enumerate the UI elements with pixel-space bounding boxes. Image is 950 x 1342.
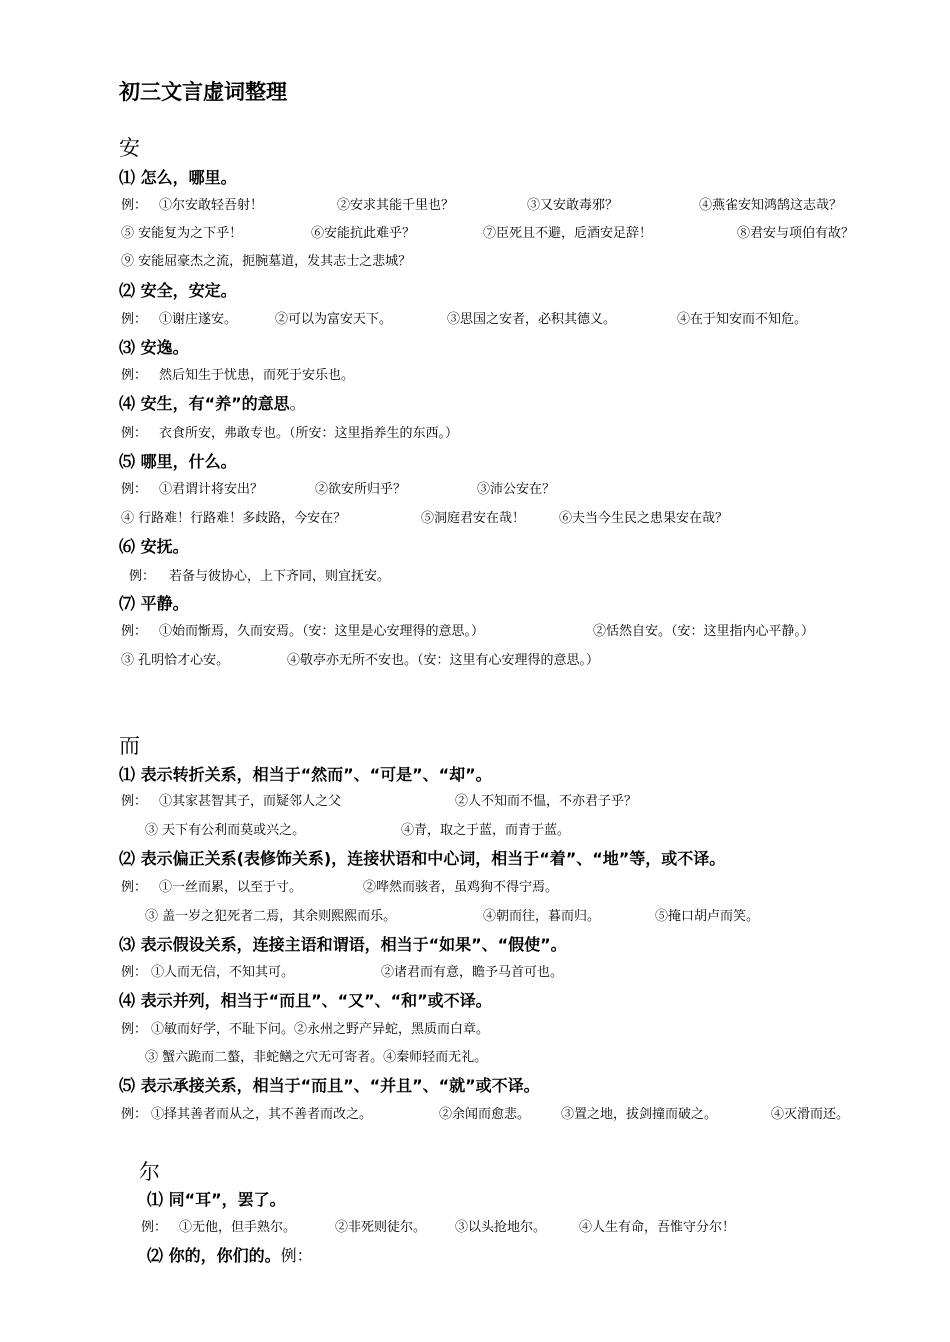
sense-heading: ⑷ 表示并列，相当于“而且”、“又”、“和”或不译。 <box>119 991 492 1010</box>
example-prefix: 例： <box>121 1107 148 1122</box>
example-text: ③ 盖一岁之犯死者二焉，其余则熙熙而乐。 <box>145 909 397 924</box>
example-text: ②欲安所归乎？ <box>315 482 407 497</box>
example-text: ④在于知安而不知危。 <box>677 312 808 327</box>
example-text: ⑥夫当今生民之患果安在哉？ <box>559 511 729 526</box>
example-text: ③置之地，拔剑撞而破之。 <box>561 1107 718 1122</box>
example-text: ②哗然而骇者，虽鸡狗不得宁焉。 <box>363 880 559 895</box>
entry-word-er: 而 <box>119 734 140 758</box>
example-prefix: 例： <box>129 569 156 584</box>
example-text: ③又安敢毒邪？ <box>527 198 619 213</box>
example-text: ①敏而好学，不耻下问。②永州之野产异蛇，黑质而白章。 <box>151 1022 490 1037</box>
example-prefix: 例： <box>280 1246 313 1265</box>
example-text: ④人生有命，吾惟守分尔！ <box>579 1220 736 1235</box>
example-text: ②非死则徒尔。 <box>335 1220 427 1235</box>
example-line <box>121 507 728 526</box>
example-line <box>121 250 411 269</box>
example-line <box>121 649 599 668</box>
example-text: ④燕雀安知鸿鹄这志哉？ <box>699 198 843 213</box>
example-text: ①谢庄遂安。 <box>159 312 238 327</box>
example-line <box>121 1103 849 1122</box>
example-text: ④敬亭亦无所不安也。（安：这里有心安理得的意思。） <box>287 653 600 668</box>
example-line <box>121 222 854 241</box>
example-text: ②人不知而不愠，不亦君子乎？ <box>455 794 638 809</box>
example-prefix: 例： <box>121 965 148 980</box>
example-text: ①一丝而累，以至于寸。 <box>159 880 303 895</box>
example-text: ①其家甚智其子，而疑邻人之父 <box>159 794 342 809</box>
sense-heading: ⑶ 表示假设关系，连接主语和谓语，相当于“如果”、“假使”。 <box>119 935 567 954</box>
example-text: ③思国之安者，必积其德义。 <box>447 312 617 327</box>
example-text: ③ 天下有公利而莫或兴之。 <box>145 823 306 838</box>
example-line <box>121 961 563 980</box>
example-text: ③ 孔明恰才心安。 <box>121 653 230 668</box>
sense-heading-punct: 。 <box>289 394 306 413</box>
example-line <box>121 876 558 895</box>
example-prefix: 例： <box>121 312 148 327</box>
example-text: ⑥安能抗此难乎？ <box>311 226 416 241</box>
example-text: ①无他，但手熟尔。 <box>179 1220 297 1235</box>
example-text: ④青，取之于蓝，而青于蓝。 <box>401 823 571 838</box>
example-line <box>121 194 842 213</box>
example-prefix: 例： <box>121 794 148 809</box>
example-text: ③ 蟹六跪而二螯，非蛇鳝之穴无可寄者。④秦师轻而无礼。 <box>145 1050 488 1065</box>
example-text: 衣食所安，弗敢专也。（所安：这里指养生的东西。） <box>159 426 459 441</box>
example-line <box>121 364 354 383</box>
example-prefix: 例： <box>121 1022 148 1037</box>
example-text: ⑦臣死且不避，卮酒安足辞！ <box>483 226 653 241</box>
sense-heading <box>119 391 306 414</box>
sense-heading: ⑴ 同“耳”，罢了。 <box>147 1190 286 1209</box>
example-text: ⑤ 安能复为之下乎！ <box>121 226 243 241</box>
example-text: ⑤掩口胡卢而笑。 <box>655 909 760 924</box>
entry-word-an: 安 <box>119 136 140 160</box>
example-line <box>121 790 637 809</box>
example-text: ③以头抢地尔。 <box>455 1220 547 1235</box>
example-prefix: 例： <box>121 426 148 441</box>
example-text: ①尔安敢轻吾射！ <box>159 198 264 213</box>
example-line <box>121 478 555 497</box>
example-line <box>145 819 570 838</box>
example-line <box>145 1046 487 1065</box>
example-text: ①人而无信，不知其可。 <box>151 965 295 980</box>
example-line <box>121 1018 489 1037</box>
example-prefix: 例： <box>121 624 148 639</box>
sense-heading: ⑵ 表示偏正关系(表修饰关系)，连接状语和中心词，相当于“着”、“地”等，或不译。 <box>119 849 726 868</box>
example-text: ②恬然自安。（安：这里指内心平静。） <box>593 624 815 639</box>
example-text: ③沛公安在？ <box>477 482 556 497</box>
example-text: ①择其善者而从之，其不善者而改之。 <box>151 1107 373 1122</box>
example-prefix: 例： <box>121 880 148 895</box>
sense-heading: ⑴ 表示转折关系，相当于“然而”、“可是”、“却”。 <box>119 765 492 784</box>
sense-heading: ⑸ 表示承接关系，相当于“而且”、“并且”、“就”或不译。 <box>119 1076 540 1095</box>
example-text: ②可以为富安天下。 <box>275 312 393 327</box>
document-title: 初三文言虚词整理 <box>119 80 287 104</box>
example-text: ①君谓计将安出？ <box>159 482 264 497</box>
example-text: ⑨ 安能屈豪杰之流，扼腕墓道，发其志士之悲城？ <box>121 254 412 269</box>
sense-heading: ⑵ 安全，安定。 <box>119 281 237 300</box>
example-prefix: 例： <box>121 368 148 383</box>
sense-heading-text: ⑷ 安生，有“养”的意思 <box>119 394 290 413</box>
example-line <box>121 422 458 441</box>
example-line <box>121 308 807 327</box>
example-text: 若备与彼协心，上下齐同，则宜抚安。 <box>169 569 391 584</box>
example-text: ④ 行路难！行路难！多歧路，今安在？ <box>121 511 347 526</box>
example-text: 然后知生于忧患，而死于安乐也。 <box>159 368 355 383</box>
example-line <box>129 565 390 584</box>
sense-heading: ⑺ 平静。 <box>119 594 189 613</box>
sense-heading <box>147 1243 313 1266</box>
example-line <box>141 1216 735 1235</box>
example-text: ②安求其能千里也？ <box>337 198 455 213</box>
sense-heading: ⑹ 安抚。 <box>119 537 189 556</box>
example-text: ⑧君安与项伯有故？ <box>737 226 855 241</box>
entry-word-er2: 尔 <box>139 1160 160 1184</box>
example-text: ①始而惭焉，久而安焉。（安：这里是心安理得的意思。） <box>159 624 485 639</box>
example-prefix: 例： <box>121 482 148 497</box>
sense-heading: ⑸ 哪里，什么。 <box>119 452 237 471</box>
example-text: ②余闻而愈悲。 <box>439 1107 531 1122</box>
example-text: ②诸君而有意，瞻予马首可也。 <box>381 965 564 980</box>
example-line <box>145 905 759 924</box>
example-line <box>121 620 814 639</box>
sense-heading: ⑴ 怎么，哪里。 <box>119 168 237 187</box>
example-text: ④朝而往，暮而归。 <box>483 909 601 924</box>
sense-heading-text: ⑵ 你的，你们的。 <box>147 1246 281 1265</box>
example-text: ④灭滑而还。 <box>771 1107 850 1122</box>
example-text: ⑤洞庭君安在哉！ <box>421 511 526 526</box>
example-prefix: 例： <box>141 1220 168 1235</box>
sense-heading: ⑶ 安逸。 <box>119 338 189 357</box>
example-prefix: 例： <box>121 198 148 213</box>
